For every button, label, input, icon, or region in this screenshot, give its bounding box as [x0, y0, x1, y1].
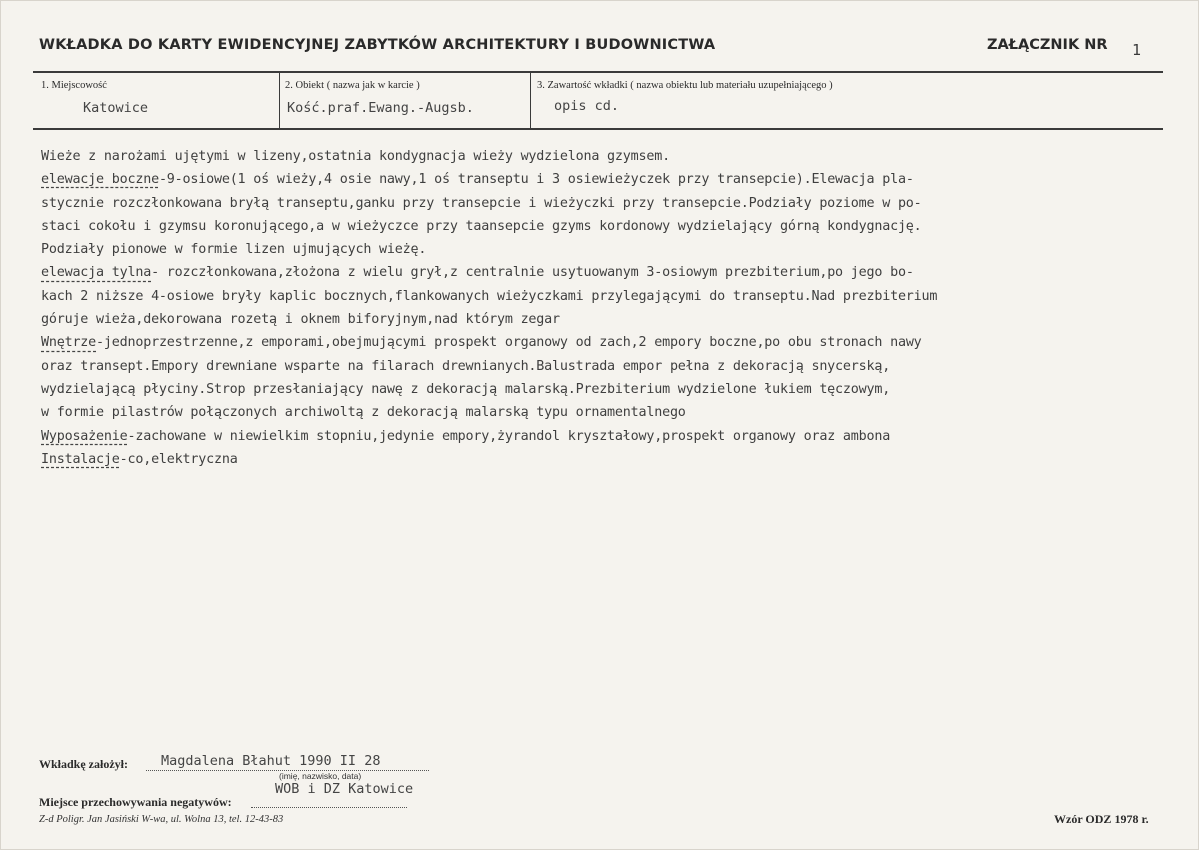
- line-text: wydzielającą płyciny.Strop przesłaniający nawę z dekoracją malarską.Prezbiterium wydzielone łukiem tęczowym,: [41, 381, 891, 397]
- locality-value: Katowice: [83, 100, 149, 116]
- body-line: [41, 378, 937, 401]
- body-line: [41, 238, 937, 261]
- body-line: [41, 192, 937, 215]
- locality-label: 1. Miejscowość: [41, 80, 107, 91]
- section-heading: Wyposażenie: [41, 428, 128, 444]
- description-body: [41, 145, 937, 471]
- header-top-rule: [33, 71, 1163, 73]
- line-text: -jednoprzestrzenne,z emporami,obejmującymi prospekt organowy od zach,2 empory boczne,po obu stronach nawy: [96, 335, 922, 351]
- section-heading: elewacje boczne: [41, 172, 159, 188]
- field-divider-1: [279, 71, 280, 129]
- body-line: [41, 355, 937, 378]
- body-line: [41, 448, 937, 471]
- content-value: opis cd.: [554, 98, 620, 114]
- content-label: 3. Zawartość wkładki ( nazwa obiektu lub materiału uzupełniającego ): [537, 80, 833, 91]
- body-line: [41, 145, 937, 168]
- section-heading: elewacja tylna: [41, 265, 152, 281]
- line-text: w formie pilastrów połączonych archiwoltą z dekoracją malarską typu ornamentalnego: [41, 405, 686, 421]
- line-text: -zachowane w niewielkim stopniu,jedynie empory,żyrandol kryształowy,prospekt organowy oraz ambona: [127, 428, 891, 444]
- attachment-label: ZAŁĄCZNIK NR: [987, 37, 1108, 53]
- line-text: oraz transept.Empory drewniane wsparte na filarach drewnianych.Balustrada empor pełna z dekoracją snycerską,: [41, 358, 891, 374]
- body-line: [41, 285, 937, 308]
- prepared-by-caption: (imię, nazwisko, data): [279, 771, 362, 781]
- body-line: [41, 425, 937, 448]
- attachment-number: 1: [1132, 41, 1142, 59]
- negatives-location-label: Miejsce przechowywania negatywów:: [39, 795, 232, 809]
- prepared-by-label: Wkładkę założył:: [39, 757, 128, 771]
- body-line: [41, 215, 937, 238]
- line-text: Wieże z narożami ujętymi w lizeny,ostatnia kondygnacja wieży wydzielona gzymsem.: [41, 149, 670, 164]
- template-reference: Wzór ODZ 1978 r.: [1054, 812, 1149, 826]
- header-bottom-rule: [33, 128, 1163, 130]
- body-line: [41, 401, 937, 424]
- object-value: Kość.praf.Ewang.-Augsb.: [287, 100, 474, 116]
- prepared-by-value: Magdalena Błahut 1990 II 28: [161, 753, 381, 769]
- line-text: góruje wieża,dekorowana rozetą i oknem biforyjnym,nad którym zegar: [41, 312, 560, 328]
- section-heading: Instalacje: [41, 451, 120, 467]
- line-text: kach 2 niższe 4-osiowe bryły kaplic bocznych,flankowanych wieżyczkami przylegającymi do transeptu.Nad prezbiterium: [41, 288, 938, 304]
- negatives-location-value: WOB i DZ Katowice: [275, 781, 414, 797]
- body-line: [41, 308, 937, 331]
- line-text: -co,elektryczna: [119, 451, 238, 467]
- document-title: WKŁADKA DO KARTY EWIDENCYJNEJ ZABYTKÓW ARCHITEKTURY I BUDOWNICTWA: [39, 37, 716, 53]
- line-text: Podziały pionowe w formie lizen ujmujących wieżę.: [41, 242, 427, 258]
- line-text: stycznie rozczłonkowana bryłą transeptu,ganku przy transepcie i wieżyczki przy transepcie.Podziały poziome w po-: [41, 195, 922, 211]
- field-divider-2: [530, 71, 531, 129]
- printer-imprint: Z-d Poligr. Jan Jasiński W-wa, ul. Wolna 13, tel. 12-43-83: [39, 814, 284, 825]
- line-text: staci cokołu i gzymsu koronującego,a w wieżyczce przy taansepcie gzyms kordonowy wydzielający górną kondygnację.: [41, 218, 922, 234]
- negatives-dotted-line: [251, 807, 407, 808]
- line-text: -9-osiowe(1 oś wieży,4 osie nawy,1 oś transeptu i 3 osiewieżyczek przy transepcie).Elewacja pla-: [158, 172, 914, 188]
- body-line: [41, 168, 937, 191]
- line-text: - rozczłonkowana,złożona z wielu grył,z centralnie usytuowanym 3-osiowym prezbiterium,po jego bo-: [151, 265, 914, 281]
- body-line: [41, 331, 937, 354]
- section-heading: Wnętrze: [41, 335, 97, 351]
- object-label: 2. Obiekt ( nazwa jak w karcie ): [285, 80, 420, 91]
- body-line: [41, 261, 937, 284]
